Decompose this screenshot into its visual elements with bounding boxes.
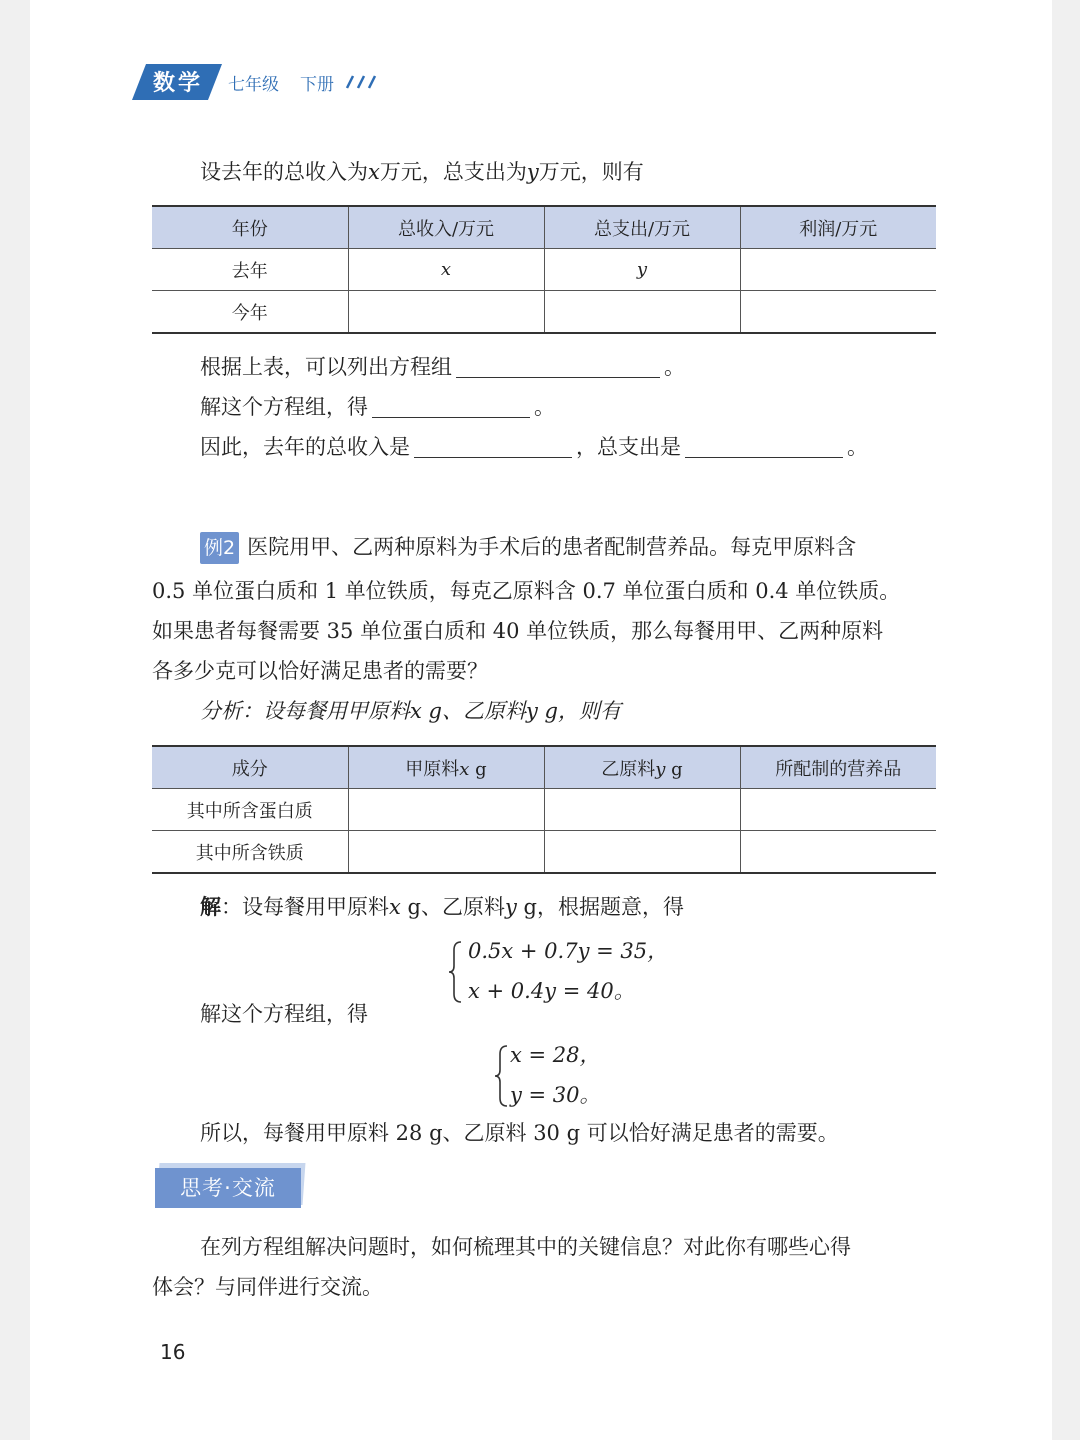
answer-blank[interactable]: [372, 395, 530, 418]
example-line-1: [200, 527, 856, 567]
left-brace-icon: [448, 940, 464, 1004]
fill-text: 根据上表，可以列出方程组: [200, 355, 452, 379]
think-discuss-badge: [155, 1166, 301, 1208]
grade-label: 七年级: [228, 75, 279, 95]
example-badge: 例2: [200, 532, 239, 564]
table-cell: [740, 831, 936, 874]
table-cell: [740, 789, 936, 831]
example-line-4: 各多少克可以恰好满足患者的需要？: [152, 659, 488, 683]
table-header-cell: 利润/万元: [740, 206, 936, 249]
solution-text: ：设每餐用甲原料: [221, 895, 389, 919]
analysis-mid: g、乙原料: [421, 699, 526, 723]
example-line-3: 如果患者每餐需要 35 单位蛋白质和 40 单位铁质，那么每餐用甲、乙两种原料: [152, 619, 884, 643]
example-text: 医院用甲、乙两种原料为手术后的患者配制营养品。每克甲原料含: [247, 535, 857, 559]
intro-mid2: 万元，则有: [538, 160, 644, 184]
solution-text: g，根据题意，得: [516, 895, 684, 919]
analysis-var-y: y: [525, 699, 538, 723]
think-discuss-label: 思考·交流: [180, 1176, 276, 1200]
header-text: 成分: [231, 758, 268, 780]
table-cell: [544, 789, 740, 831]
solution-1: x = 28，: [510, 1043, 601, 1067]
table-cell: [348, 291, 544, 334]
intro-mid1: 万元，总支出为: [379, 160, 527, 184]
conclusion-line: 所以，每餐用甲原料 28 g、乙原料 30 g 可以恰好满足患者的需要。: [200, 1121, 839, 1145]
think-line-1: 在列方程组解决问题时，如何梳理其中的关键信息？对此你有哪些心得: [200, 1235, 851, 1259]
think-line-2: 体会？与同伴进行交流。: [152, 1275, 383, 1299]
fill-line-2: [200, 387, 555, 427]
table-header-cell: [348, 746, 544, 789]
header-text: 乙原料: [601, 758, 656, 780]
table-cell: [544, 291, 740, 334]
equation-2: x + 0.4y = 40。: [468, 979, 635, 1003]
solution-2: y = 30。: [510, 1083, 601, 1107]
table-cell: [740, 249, 936, 291]
table-cell: 其中所含蛋白质: [152, 789, 348, 831]
analysis-prefix: 分析：设每餐用甲原料: [200, 699, 410, 723]
fill-text: 因此，去年的总收入是: [200, 435, 410, 459]
table-cell: [544, 831, 740, 874]
table-year-income: [152, 205, 936, 334]
header-var: y: [655, 758, 666, 780]
table-row: [152, 249, 936, 291]
page-number: 16: [160, 1340, 186, 1364]
fill-text: ，总支出是: [576, 435, 681, 459]
header-unit: g: [665, 758, 683, 780]
fill-punct: 。: [664, 355, 685, 379]
table-header-cell: 年份: [152, 206, 348, 249]
table-header-cell: [152, 746, 348, 789]
table-cell: 今年: [152, 291, 348, 334]
analysis-line: [200, 691, 621, 731]
table-header-cell: 总收入/万元: [348, 206, 544, 249]
answer-blank[interactable]: [456, 355, 660, 378]
fill-punct: 。: [847, 435, 868, 459]
fill-punct: 。: [534, 395, 555, 419]
table-header-cell: 总支出/万元: [544, 206, 740, 249]
slashes-icon: [345, 74, 381, 90]
fill-line-3: [200, 427, 868, 467]
table-cell: x: [348, 249, 544, 291]
volume-label: 下册: [300, 75, 334, 95]
table-row: [152, 831, 936, 874]
fill-line-1: [200, 347, 685, 387]
table-header-cell: [740, 746, 936, 789]
table-cell: [348, 789, 544, 831]
table-cell: y: [544, 249, 740, 291]
subject-badge: [132, 64, 222, 100]
table-row: [152, 789, 936, 831]
analysis-end: g，则有: [537, 699, 621, 723]
analysis-var-x: x: [410, 699, 422, 723]
table-row: [152, 291, 936, 334]
example-line-2: 0.5 单位蛋白质和 1 单位铁质，每克乙原料含 0.7 单位蛋白质和 0.4 单位铁质。: [152, 579, 901, 603]
table-header-row: [152, 746, 936, 789]
subject-label: 数学: [152, 71, 203, 96]
intro-line: [200, 152, 644, 192]
table-cell: [348, 831, 544, 874]
table-cell: 其中所含铁质: [152, 831, 348, 874]
table-cell: 去年: [152, 249, 348, 291]
solution-text: g、乙原料: [400, 895, 505, 919]
header-text: 所配制的营养品: [775, 758, 902, 780]
solution-var-y: y: [504, 895, 517, 919]
fill-text: 解这个方程组，得: [200, 395, 368, 419]
answer-blank[interactable]: [414, 435, 572, 458]
header-var: x: [459, 758, 470, 780]
left-brace-icon: [494, 1044, 510, 1108]
table-header-row: [152, 206, 936, 249]
solution-var-x: x: [389, 895, 401, 919]
solve-line: 解这个方程组，得: [200, 1002, 368, 1026]
intro-var-x: x: [368, 160, 380, 184]
solution-line: [200, 887, 684, 927]
table-nutrition: [152, 745, 936, 874]
answer-blank[interactable]: [685, 435, 843, 458]
solution-label: 解: [200, 894, 221, 919]
equation-1: 0.5x + 0.7y = 35，: [468, 939, 669, 963]
intro-prefix: 设去年的总收入为: [200, 160, 368, 184]
table-header-cell: [544, 746, 740, 789]
header-unit: g: [469, 758, 487, 780]
header-text: 甲原料: [405, 758, 460, 780]
table-cell: [740, 291, 936, 334]
intro-var-y: y: [526, 160, 539, 184]
